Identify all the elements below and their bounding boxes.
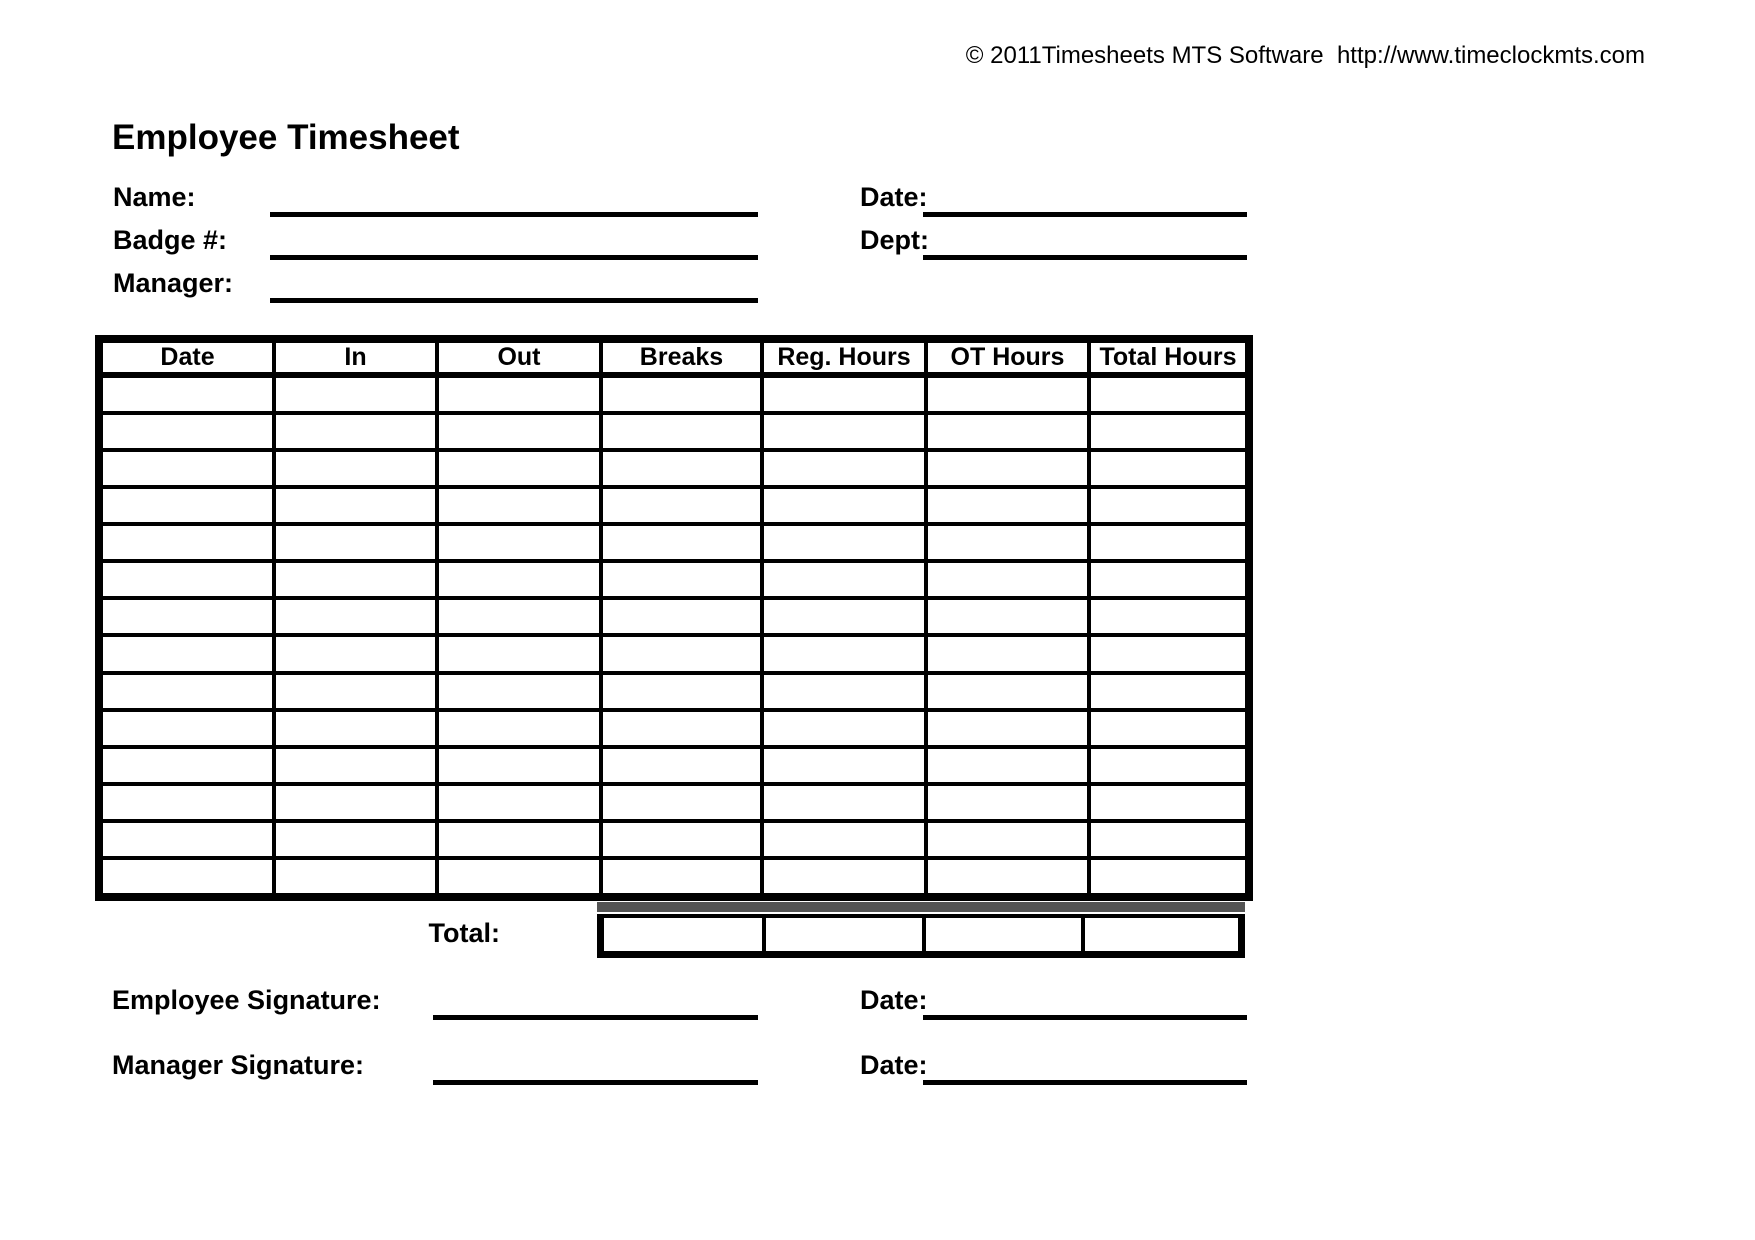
manager-signature-date-line bbox=[923, 1080, 1247, 1085]
total-cell-ot-hours bbox=[922, 918, 1081, 951]
table-cell bbox=[99, 747, 274, 784]
employee-signature-date-line bbox=[923, 1015, 1247, 1020]
table-cell bbox=[437, 561, 601, 598]
table-cell bbox=[601, 413, 762, 450]
table-cell bbox=[274, 784, 437, 821]
table-cell bbox=[762, 524, 926, 561]
dept-label: Dept: bbox=[860, 225, 929, 255]
table-cell bbox=[601, 524, 762, 561]
table-row bbox=[99, 561, 1249, 598]
employee-signature-label: Employee Signature: bbox=[112, 985, 381, 1015]
table-cell bbox=[926, 375, 1089, 413]
manager-input-line bbox=[270, 298, 758, 303]
table-row bbox=[99, 673, 1249, 710]
table-cell bbox=[762, 598, 926, 635]
table-cell bbox=[926, 858, 1089, 897]
table-cell bbox=[926, 710, 1089, 747]
date-input-line bbox=[923, 212, 1247, 217]
table-cell bbox=[274, 487, 437, 524]
table-cell bbox=[437, 635, 601, 672]
column-header-ot-hours: OT Hours bbox=[926, 339, 1089, 375]
name-label: Name: bbox=[113, 182, 196, 212]
table-cell bbox=[601, 561, 762, 598]
table-cell bbox=[762, 747, 926, 784]
table-row bbox=[99, 747, 1249, 784]
table-cell bbox=[99, 710, 274, 747]
total-cell-reg-hours bbox=[762, 918, 922, 951]
table-cell bbox=[926, 635, 1089, 672]
table-cell bbox=[1089, 450, 1249, 487]
employee-signature-line bbox=[433, 1015, 758, 1020]
table-row bbox=[99, 375, 1249, 413]
manager-signature-date-label: Date: bbox=[860, 1050, 928, 1080]
table-cell bbox=[601, 858, 762, 897]
table-row bbox=[99, 858, 1249, 897]
table-cell bbox=[437, 413, 601, 450]
table-cell bbox=[1089, 821, 1249, 858]
total-cell-total-hours bbox=[1081, 918, 1238, 951]
manager-signature-line bbox=[433, 1080, 758, 1085]
manager-signature-label: Manager Signature: bbox=[112, 1050, 365, 1080]
table-cell bbox=[926, 598, 1089, 635]
table-cell bbox=[274, 821, 437, 858]
table-cell bbox=[437, 784, 601, 821]
table-cell bbox=[437, 858, 601, 897]
table-cell bbox=[1089, 375, 1249, 413]
table-cell bbox=[1089, 561, 1249, 598]
timesheet-table bbox=[95, 335, 1253, 901]
table-cell bbox=[1089, 784, 1249, 821]
table-cell bbox=[926, 821, 1089, 858]
table-cell bbox=[274, 375, 437, 413]
table-cell bbox=[437, 375, 601, 413]
table-cell bbox=[274, 747, 437, 784]
table-row bbox=[99, 524, 1249, 561]
table-cell bbox=[274, 450, 437, 487]
total-cell-breaks bbox=[604, 918, 762, 951]
table-cell bbox=[926, 450, 1089, 487]
table-cell bbox=[601, 710, 762, 747]
table-cell bbox=[274, 561, 437, 598]
column-header-breaks: Breaks bbox=[601, 339, 762, 375]
column-header-date: Date bbox=[99, 339, 274, 375]
table-cell bbox=[99, 821, 274, 858]
table-header-row bbox=[99, 339, 1249, 375]
table-cell bbox=[274, 710, 437, 747]
table-cell bbox=[99, 784, 274, 821]
manager-label: Manager: bbox=[113, 268, 234, 298]
table-row bbox=[99, 635, 1249, 672]
badge-label: Badge #: bbox=[113, 225, 228, 255]
table-cell bbox=[274, 635, 437, 672]
total-label: Total: bbox=[428, 918, 500, 948]
table-cell bbox=[601, 635, 762, 672]
table-cell bbox=[99, 858, 274, 897]
table-cell bbox=[274, 598, 437, 635]
table-cell bbox=[926, 561, 1089, 598]
table-cell bbox=[274, 858, 437, 897]
table-cell bbox=[437, 487, 601, 524]
total-separator-band bbox=[597, 902, 1245, 912]
date-label: Date: bbox=[860, 182, 928, 212]
table-cell bbox=[762, 784, 926, 821]
table-cell bbox=[99, 450, 274, 487]
table-cell bbox=[762, 710, 926, 747]
column-header-reg-hours: Reg. Hours bbox=[762, 339, 926, 375]
table-cell bbox=[601, 375, 762, 413]
table-cell bbox=[99, 524, 274, 561]
name-input-line bbox=[270, 212, 758, 217]
table-row bbox=[99, 821, 1249, 858]
table-cell bbox=[274, 673, 437, 710]
table-cell bbox=[926, 784, 1089, 821]
table-cell bbox=[926, 673, 1089, 710]
table-row bbox=[99, 710, 1249, 747]
table-cell bbox=[762, 821, 926, 858]
table-cell bbox=[274, 524, 437, 561]
table-cell bbox=[1089, 710, 1249, 747]
table-cell bbox=[99, 598, 274, 635]
table-cell bbox=[601, 747, 762, 784]
table-cell bbox=[762, 413, 926, 450]
table-cell bbox=[926, 747, 1089, 784]
table-cell bbox=[437, 524, 601, 561]
table-cell bbox=[437, 747, 601, 784]
table-cell bbox=[601, 821, 762, 858]
table-row bbox=[99, 598, 1249, 635]
table-cell bbox=[601, 487, 762, 524]
table-cell bbox=[762, 561, 926, 598]
table-cell bbox=[1089, 413, 1249, 450]
timesheet-table-body bbox=[99, 375, 1249, 897]
table-cell bbox=[601, 673, 762, 710]
table-cell bbox=[1089, 598, 1249, 635]
page-title: Employee Timesheet bbox=[112, 118, 460, 157]
table-cell bbox=[437, 598, 601, 635]
table-row bbox=[99, 487, 1249, 524]
table-cell bbox=[1089, 635, 1249, 672]
table-row bbox=[99, 784, 1249, 821]
table-cell bbox=[437, 821, 601, 858]
table-row bbox=[99, 450, 1249, 487]
table-cell bbox=[762, 450, 926, 487]
table-cell bbox=[762, 487, 926, 524]
total-row bbox=[597, 914, 1245, 958]
column-header-total-hours: Total Hours bbox=[1089, 339, 1249, 375]
table-cell bbox=[1089, 524, 1249, 561]
table-cell bbox=[762, 635, 926, 672]
table-cell bbox=[762, 375, 926, 413]
table-cell bbox=[601, 450, 762, 487]
table-cell bbox=[926, 487, 1089, 524]
table-cell bbox=[99, 375, 274, 413]
dept-input-line bbox=[923, 255, 1247, 260]
table-cell bbox=[926, 524, 1089, 561]
table-cell bbox=[1089, 673, 1249, 710]
table-cell bbox=[99, 673, 274, 710]
table-cell bbox=[274, 413, 437, 450]
copyright-text: © 2011Timesheets MTS Software http://www.timeclockmts.com bbox=[965, 42, 1645, 69]
table-cell bbox=[99, 487, 274, 524]
table-cell bbox=[601, 598, 762, 635]
table-cell bbox=[99, 561, 274, 598]
table-cell bbox=[437, 710, 601, 747]
column-header-in: In bbox=[274, 339, 437, 375]
table-cell bbox=[762, 673, 926, 710]
table-cell bbox=[1089, 747, 1249, 784]
table-cell bbox=[1089, 487, 1249, 524]
table-cell bbox=[437, 450, 601, 487]
column-header-out: Out bbox=[437, 339, 601, 375]
employee-signature-date-label: Date: bbox=[860, 985, 928, 1015]
table-cell bbox=[99, 635, 274, 672]
table-cell bbox=[1089, 858, 1249, 897]
table-row bbox=[99, 413, 1249, 450]
table-cell bbox=[99, 413, 274, 450]
table-cell bbox=[762, 858, 926, 897]
table-cell bbox=[601, 784, 762, 821]
table-cell bbox=[437, 673, 601, 710]
table-cell bbox=[926, 413, 1089, 450]
badge-input-line bbox=[270, 255, 758, 260]
